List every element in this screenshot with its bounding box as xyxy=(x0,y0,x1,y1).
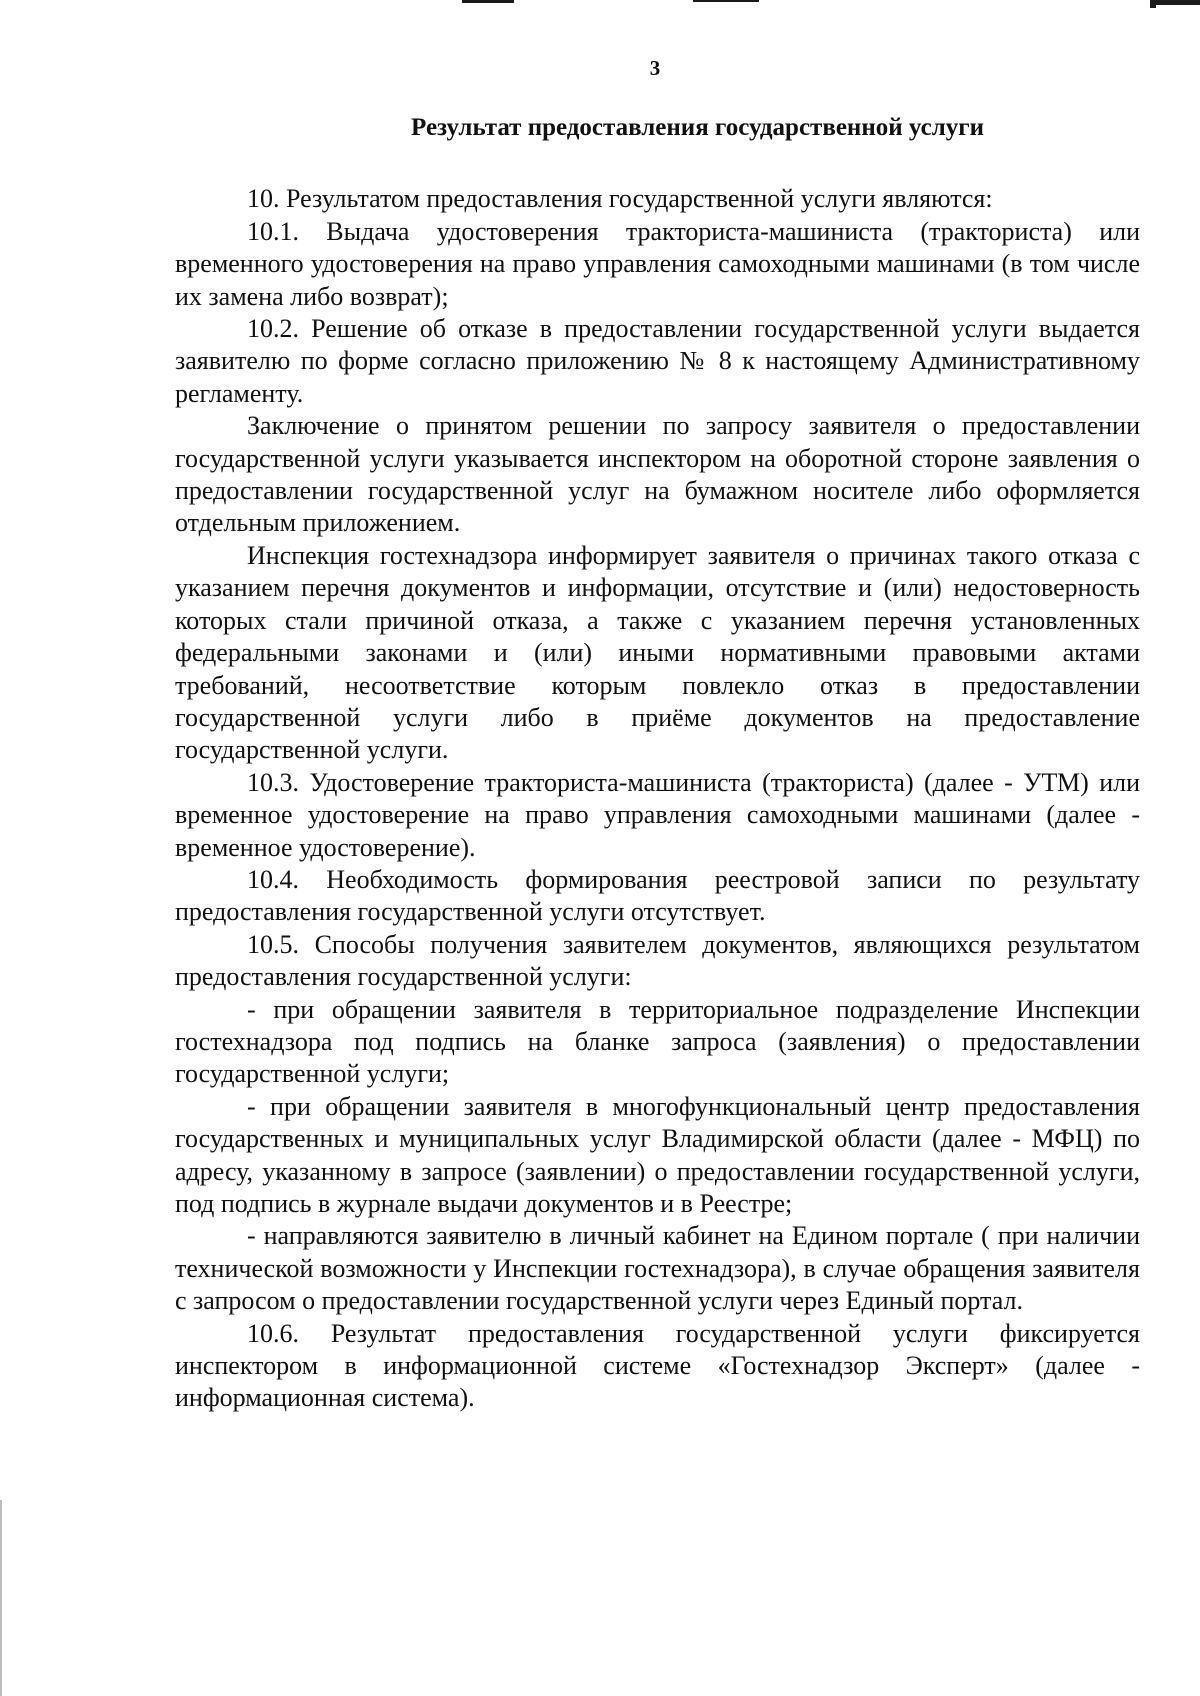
paragraph: 10.2. Решение об отказе в предоставлении государственной услуги выдается заявителю по форме согласно приложению № 8 к настоящему Административному регламенту. xyxy=(175,314,1140,408)
paragraph: 10.4. Необходимость формирования реестровой записи по результату предоставления государственной услуги отсутствует. xyxy=(175,864,1140,927)
paragraph: - направляются заявителю в личный кабинет на Едином портале ( при наличии технической возможности у Инспекции гостехнадзора), в случае обращения заявителя с запросом о предоставлении государственной услуги через Единый портал. xyxy=(175,1221,1140,1316)
document-body xyxy=(175,112,1140,1415)
paragraph: Инспекция гостехнадзора информирует заявителя о причинах такого отказа с указанием перечня документов и информации, отсутствие и (или) недостоверность которых стали причиной отказа, а также с указанием перечня установленных федеральными законами и (или) иными нормативными правовыми актами требований, несоответствие которым повлекло отказ в предоставлении государственной услуги либо в приёме документов на предоставление государственной услуги. xyxy=(175,540,1140,765)
paragraph: - при обращении заявителя в многофункциональный центр предоставления государственных и муниципальных услуг Владимирской области (далее - МФЦ) по адресу, указанному в запросе (заявлении) о предоставлении государственной услуги, под подпись в журнале выдачи документов и в Реестре; xyxy=(175,1091,1140,1218)
scan-artifact xyxy=(462,0,514,3)
paragraph: 10.6. Результат предоставления государственной услуги фиксируется инспектором в информационной системе «Гостехнадзор Эксперт» (далее - информационная система). xyxy=(175,1318,1140,1413)
section-title: Результат предоставления государственной услуги xyxy=(411,114,984,141)
paragraph: - при обращении заявителя в территориальное подразделение Инспекции гостехнадзора под подпись на бланке запроса (заявления) о предоставлении государственной услуги; xyxy=(175,994,1140,1089)
paragraph: 10. Результатом предоставления государственной услуги являются: xyxy=(247,184,993,214)
scan-artifact xyxy=(1150,0,1156,8)
paragraph: Заключение о принятом решении по запросу заявителя о предоставлении государственной услуги указывается инспектором на оборотной стороне заявления о предоставлении государственной услуг на бумажном носителе либо оформляется отдельным приложением. xyxy=(175,411,1140,538)
paragraph: 10.1. Выдача удостоверения тракториста-машиниста (тракториста) или временного удостоверения на право управления самоходными машинами (в том числе их замена либо возврат); xyxy=(175,216,1140,311)
page-number: 3 xyxy=(649,56,661,80)
paragraph: 10.5. Способы получения заявителем документов, являющихся результатом предоставления государственной услуги: xyxy=(175,929,1140,992)
scan-artifact xyxy=(1152,0,1200,5)
paragraph: 10.3. Удостоверение тракториста-машиниста (тракториста) (далее - УТМ) или временное удостоверение на право управления самоходными машинами (далее - временное удостоверение). xyxy=(175,767,1140,862)
scan-margin-line xyxy=(0,1500,2,1696)
scan-artifact xyxy=(693,0,759,2)
